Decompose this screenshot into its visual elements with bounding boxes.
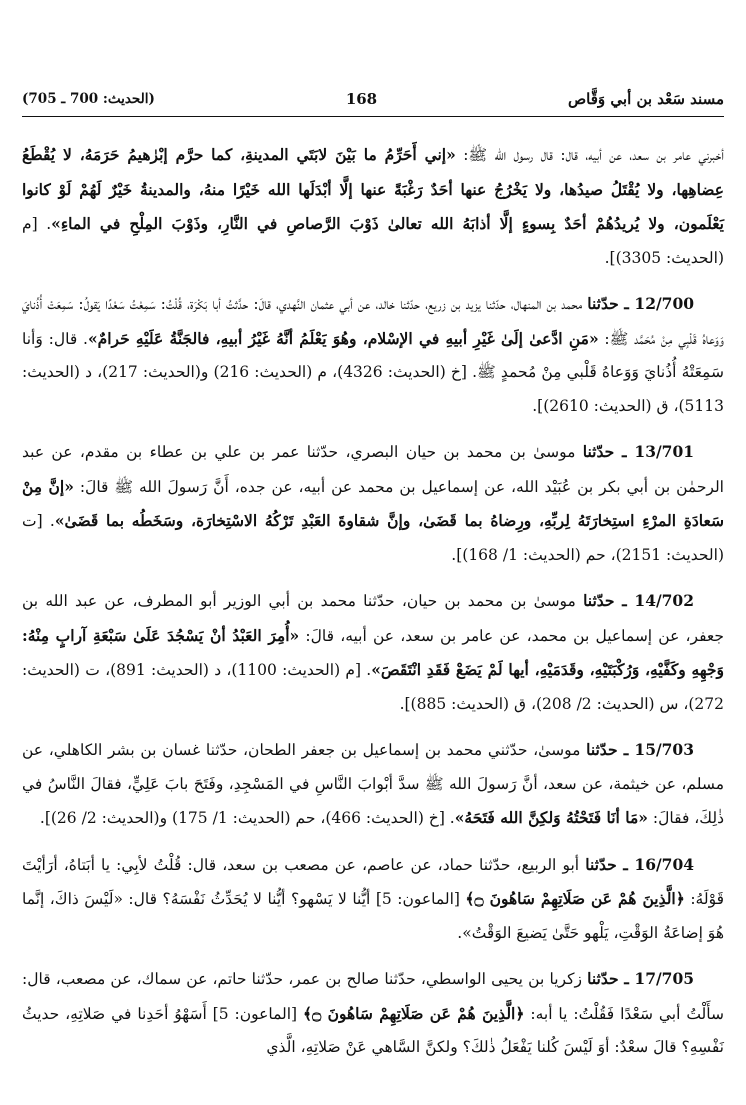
hadith-chain: موسىٰ، حدّثني محمد بن إسماعيل بن جعفر الطحان، حدّثنا غسان بن بشر الكاهلي، عن مسلم، عن خيثمة، عن سعد، أنَّ رَسولَ الله ﷺ سدَّ أبْوابَ النَّاسِ في المَسْجِدِ، وفَتَحَ بابَ عَلِيٍّ، فقالَ النَّاسُ في ذٰلِكَ، فقالَ: <box>22 741 724 827</box>
hadith-text: «مَا أنَا فَتَحْتُهُ وَلكِنَّ الله فَتَحَهُ» <box>454 808 648 827</box>
hadith-text: «إنَّ مِنْ سَعادَةِ المرْءِ استِخارَتَهُ لِربِّهِ، ورِضاهُ بما قَضَىٰ، وإنَّ شقاوةَ العَبْدِ تَرْكُهُ الاسْتِخارَة، وسَخَطُه بما قَضَىٰ» <box>22 476 724 530</box>
hadith-entry-704 <box>22 848 724 951</box>
hadith-number: 17/705 ـ حدّثنا <box>587 969 695 988</box>
hadith-continuation <box>22 138 724 275</box>
hadith-entry-705 <box>22 962 724 1065</box>
hadith-tail: . <box>42 512 55 530</box>
hadith-text: «إني أَحَرِّمُ ما بَيْنَ لابَتَي المدينةِ، كما حرَّم إبْرٰهيمُ حَرَمَهُ، لا يُقْطَعُ عِضاهِها، ولا يُقْتَلُ صيدُها، ولا يَخْرُجُ عنها أحَدٌ رَغْبَةً عنها إلَّا أبْدَلَها الله خَيْرًا منهُ، والمدينةُ خَيْرٌ لَهُمْ لَوْ كانوا يَعْلَمون، ولا يُريدُهُمْ أحَدٌ بِسوءٍ إلَّا أذابَهُ الله تعالىٰ ذَوْبَ الرَّصاصِ في النَّارِ، وذَوْبَ المِلْحِ في الماءِ» <box>22 145 724 233</box>
header-title: مسند سَعْد بن أبي وَقَّاص <box>568 90 724 108</box>
hadith-entry-703 <box>22 733 724 836</box>
hadith-references: [م (الحديث: 1100)، د (الحديث: 891)، ت (الحديث: 272)، س (الحديث: 2/ 208)، ق (الحديث: 885)]. <box>22 661 724 713</box>
hadith-chain: موسىٰ بن محمد بن حيان البصري، حدّثنا عمر بن علي بن عطاء بن مقدم، عن عبد الرحمٰن بن أبي بكر بن عُبَيْد الله، عن إسماعيل بن محمد عن أبيه، عن جده، أَنَّ رَسولَ الله ﷺ قالَ: <box>22 443 724 496</box>
hadith-chain: محمد بن المنهال، حدّثنا يزيد بن زريع، حدّثنا خالد، عن أبي عثمان النَّهدي، قالَ: حدَّثتُ أبا بَكْرَة، قُلْتُ: سَمِعْتُ سَعْدًا يَقولُ: سَمِعَتْ أُذُنايَ وَوَعاهُ قَلْبِي مِنْ مُحَمَّد ﷺ: <box>22 295 724 348</box>
running-header <box>22 82 724 117</box>
hadith-number: 14/702 ـ حدّثنا <box>583 591 694 610</box>
hadith-chain: موسىٰ بن محمد بن حيان، حدّثنا محمد بن أبي الوزير أبو المطرف، عن عبد الله بن جعفر، عن إسماعيل بن محمد، عن عامر بن سعد، عن أبيه، قالَ: <box>22 592 724 645</box>
hadith-tail: [الماعون: 5] أيُّنا لا يَسْهو؟ أيُّنا لا يُحَدِّثُ نَفْسَهُ؟ قال: «لَيْسَ ذاكَ، إنَّما هُوَ إضاعَةُ الوَقْتِ، يَلْهو حَتَّىٰ يَضيعَ الوَقْتُ». <box>22 890 724 942</box>
hadith-references: [خ (الحديث: 4326)، م (الحديث: 216) و(الحديث: 217)، د (الحديث: 5113)، ق (الحديث: 2610)]. <box>22 363 724 415</box>
quran-verse: ﴿الَّذِينَ هُمْ عَن صَلَاتِهِمْ سَاهُونَ ۝﴾ <box>465 889 685 908</box>
hadith-text: «أُمِرَ العَبْدُ أنْ يَسْجُدَ عَلَىٰ سَبْعَةِ آرابٍ مِنْهُ: وَجْهِهِ وكَفَّيْهِ، وَرُكْبَتَيْهِ، وقَدَمَيْهِ، أيها لَمْ يَضَعْ فَقَدِ انْتَقَصَ» <box>22 625 724 679</box>
hadith-chain: زكريا بن يحيى الواسطي، حدّثنا صالح بن عمر، حدّثنا حاتم، عن سماك، عن مصعب، قال: سأَلْتُ أبي سَعْدًا فَقُلْتُ: يا أبه: <box>22 970 724 1023</box>
hadith-number: 12/700 ـ حدّثنا <box>587 294 695 313</box>
hadith-references: [خ (الحديث: 466)، حم (الحديث: 1/ 175) و(الحديث: 2/ 26)]. <box>39 809 445 827</box>
hadith-tail: . <box>361 661 372 679</box>
hadith-entry-702 <box>22 584 724 721</box>
hadith-chain: أخبرني عامر بن سعد، عن أبيه، قال: قال رسول الله ﷺ: <box>455 146 724 164</box>
hadith-number: 13/701 ـ حدّثنا <box>582 442 695 461</box>
hadith-entry-701 <box>22 435 724 572</box>
hadith-chain: أبو الربيع، حدّثنا حماد، عن عاصم، عن مصعب بن سعد، قال: قُلْتُ لأبِي: يا أبَتاهُ، أرَأيْتَ قَوْلَهُ: <box>22 855 724 908</box>
hadith-tail: . <box>444 809 455 827</box>
hadith-entry-700 <box>22 287 724 423</box>
hadith-references: . [م (الحديث: 3305)]. <box>22 215 724 267</box>
hadith-number: 16/704 ـ حدّثنا <box>585 854 695 874</box>
page-body <box>22 138 724 1065</box>
hadith-range: (الحديث: 700 ـ 705) <box>22 91 155 107</box>
hadith-number: 15/703 ـ حدّثنا <box>586 740 694 759</box>
page-number: 168 <box>345 90 378 108</box>
quran-verse: ﴿الَّذِينَ هُمْ عَن صَلَاتِهِمْ سَاهُونَ ۝﴾ <box>303 1003 525 1023</box>
hadith-text: «مَنِ ادَّعىٰ إلَىٰ غَيْرِ أبيهِ في الإسْلام، وهُوَ يَعْلَمُ أنَّهُ غَيْرُ أبيهِ، فالجَنَّةُ عَلَيْهِ حَرامٌ» <box>87 328 599 348</box>
hadith-references: [ت (الحديث: 2151)، حم (الحديث: 1/ 168)]. <box>22 512 724 564</box>
hadith-tail: [الماعون: 5] أَسَهْوُ أحَدِنا في صَلاتِهِ، حديثُ نَفْسِهِ؟ قالَ سعْدٌ: أوَ لَيْسَ كُلنا يَفْعَلُ ذٰلكَ؟ ولكنَّ السَّاهي عَنْ صَلاتِهِ، الَّذي <box>22 1004 724 1056</box>
hadith-tail: . قال: وَأنا سَمِعَتْهُ أُذُنايَ وَوَعاهُ قَلْبي مِنْ مُحمدٍ ﷺ. <box>22 329 725 381</box>
